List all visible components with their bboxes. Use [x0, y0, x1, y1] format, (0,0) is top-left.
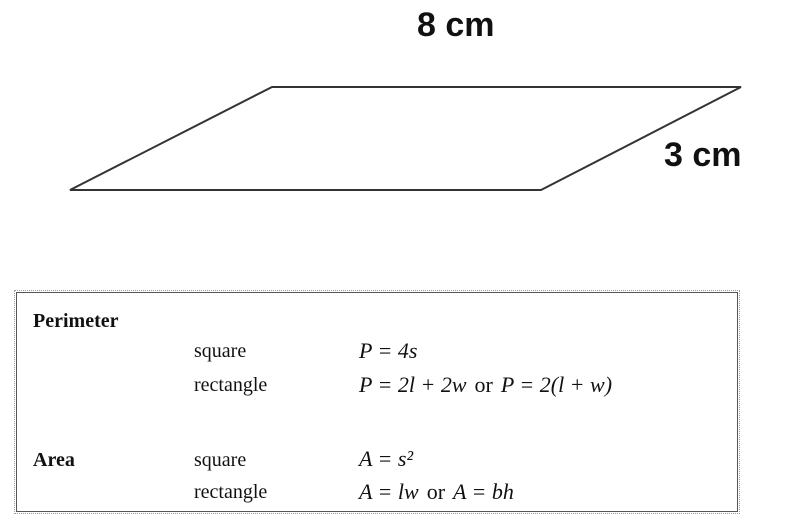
area-rectangle-formulas: [359, 481, 514, 503]
area-square-label: square: [194, 449, 247, 471]
perimeter-rectangle-formula-1: P = 2l + 2w: [359, 372, 467, 397]
parallelogram-drawing: [0, 0, 800, 240]
area-rectangle-formula-1: A = lw: [359, 479, 419, 504]
perimeter-rectangle-label: rectangle: [194, 374, 268, 396]
area-rectangle-formula-2: A = bh: [453, 479, 514, 504]
perimeter-square-label: square: [194, 340, 247, 362]
formula-reference-box: [16, 292, 738, 512]
perimeter-heading: Perimeter: [33, 310, 119, 332]
area-or-connector: or: [426, 479, 446, 504]
perimeter-rectangle-formula-2: P = 2(l + w): [500, 372, 613, 397]
parallelogram-figure: [0, 0, 800, 240]
top-side-length-label: 8 cm: [417, 6, 495, 44]
area-rectangle-label: rectangle: [194, 481, 268, 503]
area-square-formula: A = s²: [359, 446, 414, 471]
slant-side-length-label: 3 cm: [664, 136, 742, 174]
perimeter-rectangle-formulas: [359, 374, 612, 396]
area-heading: Area: [33, 449, 75, 471]
perimeter-or-connector: or: [474, 372, 493, 397]
parallelogram-shape: [70, 87, 741, 190]
perimeter-square-formula: P = 4s: [359, 338, 418, 363]
